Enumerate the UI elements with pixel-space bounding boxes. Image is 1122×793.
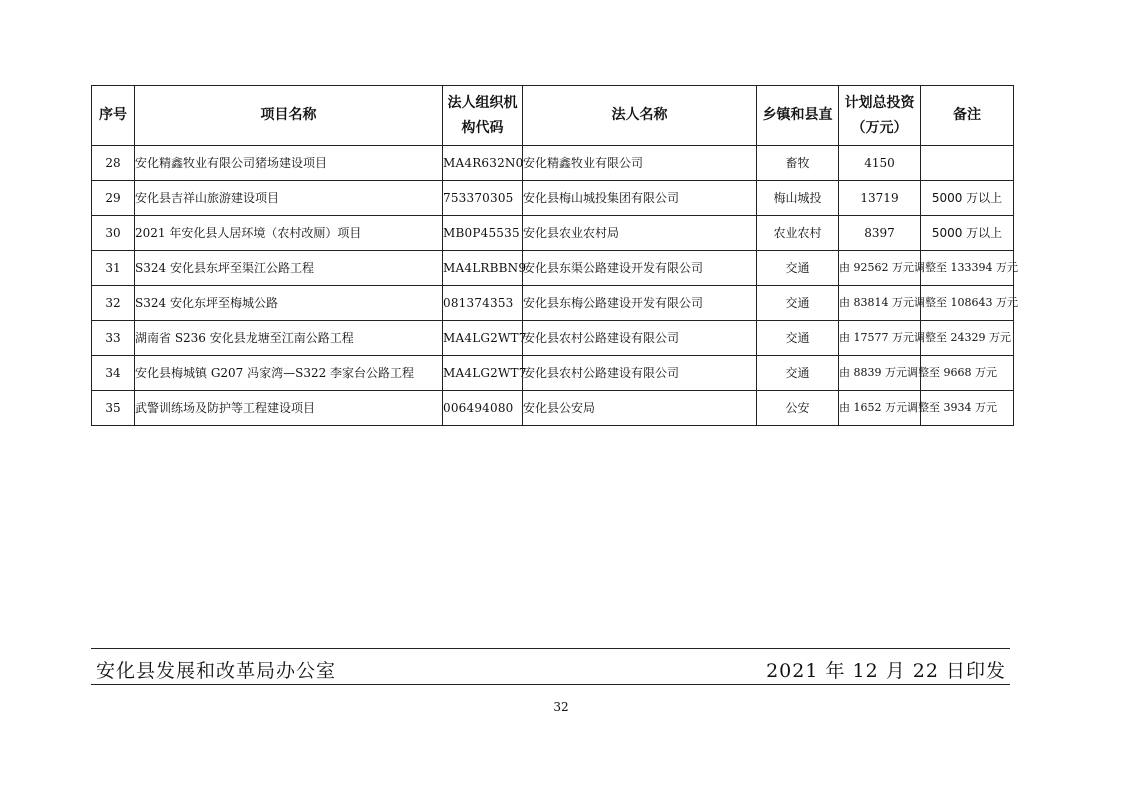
cell-seq: 30 [92,216,135,251]
cell-town: 交通 [757,321,839,356]
cell-legal-name: 安化县梅山城投集团有限公司 [523,181,757,216]
cell-investment: 由 92562 万元调整至 133394 万元 [839,251,921,286]
cell-town: 农业农村 [757,216,839,251]
cell-org-code: 006494080 [443,391,523,426]
header-seq: 序号 [92,86,135,146]
cell-org-code: 081374353 [443,286,523,321]
cell-legal-name: 安化县东梅公路建设开发有限公司 [523,286,757,321]
cell-investment: 8397 [839,216,921,251]
cell-seq: 34 [92,356,135,391]
cell-org-code: 753370305 [443,181,523,216]
header-project-name: 项目名称 [135,86,443,146]
cell-seq: 28 [92,146,135,181]
table-row [92,251,1014,286]
cell-investment: 由 8839 万元调整至 9668 万元 [839,356,921,391]
cell-project-name: 湖南省 S236 安化县龙塘至江南公路工程 [135,321,443,356]
cell-legal-name: 安化县东渠公路建设开发有限公司 [523,251,757,286]
cell-town: 交通 [757,251,839,286]
cell-project-name: 安化县梅城镇 G207 冯家湾—S322 李家台公路工程 [135,356,443,391]
cell-project-name: 2021 年安化县人居环境（农村改厕）项目 [135,216,443,251]
cell-note: 5000 万以上 [921,216,1014,251]
cell-investment: 由 83814 万元调整至 108643 万元 [839,286,921,321]
cell-seq: 35 [92,391,135,426]
issue-date: 2021 年 12 月 22 日印发 [766,660,1006,682]
header-legal-name: 法人名称 [523,86,757,146]
cell-town: 交通 [757,286,839,321]
cell-seq: 32 [92,286,135,321]
cell-org-code: MA4LG2WT7 [443,356,523,391]
header-org-code: 法人组织机构代码 [443,86,523,146]
cell-investment: 13719 [839,181,921,216]
cell-legal-name: 安化县农业农村局 [523,216,757,251]
cell-town: 公安 [757,391,839,426]
header-town: 乡镇和县直 [757,86,839,146]
table-row [92,286,1014,321]
page-number: 32 [553,700,569,714]
table-row [92,146,1014,181]
cell-note [921,146,1014,181]
cell-project-name: 安化县吉祥山旅游建设项目 [135,181,443,216]
footer-bottom-rule [91,684,1010,685]
cell-project-name: 武警训练场及防护等工程建设项目 [135,391,443,426]
header-note: 备注 [921,86,1014,146]
footer-top-rule [91,648,1010,649]
cell-investment: 由 1652 万元调整至 3934 万元 [839,391,921,426]
table-row [92,216,1014,251]
cell-legal-name: 安化精鑫牧业有限公司 [523,146,757,181]
cell-investment: 4150 [839,146,921,181]
cell-project-name: S324 安化县东坪至渠江公路工程 [135,251,443,286]
cell-project-name: S324 安化东坪至梅城公路 [135,286,443,321]
cell-seq: 31 [92,251,135,286]
cell-legal-name: 安化县农村公路建设有限公司 [523,356,757,391]
project-table [91,85,1018,426]
table-header-row [92,86,1014,146]
cell-org-code: MA4R632N0 [443,146,523,181]
cell-project-name: 安化精鑫牧业有限公司猪场建设项目 [135,146,443,181]
header-investment: 计划总投资（万元） [839,86,921,146]
table-row [92,356,1014,391]
issuing-office: 安化县发展和改革局办公室 [96,660,337,682]
cell-seq: 33 [92,321,135,356]
cell-seq: 29 [92,181,135,216]
cell-note: 5000 万以上 [921,181,1014,216]
cell-town: 交通 [757,356,839,391]
table-row [92,321,1014,356]
cell-legal-name: 安化县农村公路建设有限公司 [523,321,757,356]
cell-town: 梅山城投 [757,181,839,216]
cell-org-code: MA4LG2WT7 [443,321,523,356]
cell-legal-name: 安化县公安局 [523,391,757,426]
cell-org-code: MA4LRBBN9 [443,251,523,286]
cell-investment: 由 17577 万元调整至 24329 万元 [839,321,921,356]
table-row [92,391,1014,426]
cell-town: 畜牧 [757,146,839,181]
table-row [92,181,1014,216]
cell-org-code: MB0P45535 [443,216,523,251]
